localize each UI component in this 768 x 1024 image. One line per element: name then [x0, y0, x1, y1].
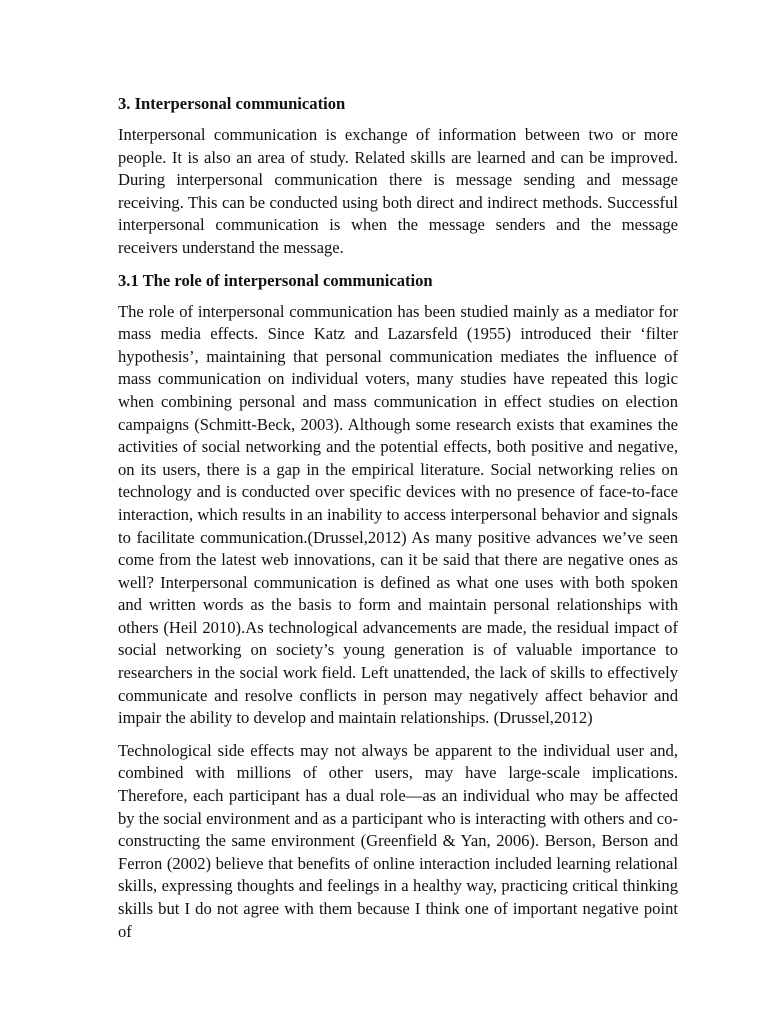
section-heading: 3. Interpersonal communication: [118, 94, 346, 113]
body-paragraph-side-effects: Technological side effects may not always be apparent to the individual user and, combined with millions of other users, may have large-scale implications. Therefore, each participant has a dual role—as an individual who may be affected by the social environment and as a participant who is interacting with others and co-constructing the same environment (Greenfield & Yan, 2006). Berson, Berson and Ferron (2002) believe that benefits of online interaction included learning relational skills, expressing thoughts and feelings in a healthy way, practicing critical thinking skills but I do not agree with them because I think one of important negative point of: [118, 740, 678, 941]
document-body: [118, 93, 678, 943]
subsection-heading: 3.1 The role of interpersonal communication: [118, 270, 433, 290]
body-paragraph-role: The role of interpersonal communication has been studied mainly as a mediator for mass media effects. Since Katz and Lazarsfeld (1955) introduced their ‘filter hypothesis’, maintaining that personal communication mediates the influence of mass communication on individual voters, many studies have repeated this logic when combining personal and mass communication in effect studies on election campaigns (Schmitt-Beck, 2003). Although some research exists that examines the activities of social networking and the potential effects, both positive and negative, on its users, there is a gap in the empirical literature. Social networking relies on technology and is conducted over specific devices with no presence of face-to-face interaction, which results in an inability to access interpersonal behavior and signals to facilitate communication.(Drussel,2012) As many positive advances we’ve seen come from the latest web innovations, can it be said that there are negative ones as well? Interpersonal communication is defined as what one uses with both spoken and written words as the basis to form and maintain personal relationships with others (Heil 2010).As technological advancements are made, the residual impact of social networking on society’s young generation is of valuable importance to researchers in the social work field. Left unattended, the lack of skills to effectively communicate and resolve conflicts in person may negatively affect behavior and impair the ability to develop and maintain relationships. (Drussel,2012): [118, 301, 678, 728]
section-paragraph: Interpersonal communication is exchange of information between two or more people. It is also an area of study. Related skills are learned and can be improved. During interpersonal communication there is message sending and message receiving. This can be conducted using both direct and indirect methods. Successful interpersonal communication is when the message senders and the message receivers understand the message.: [118, 125, 678, 257]
